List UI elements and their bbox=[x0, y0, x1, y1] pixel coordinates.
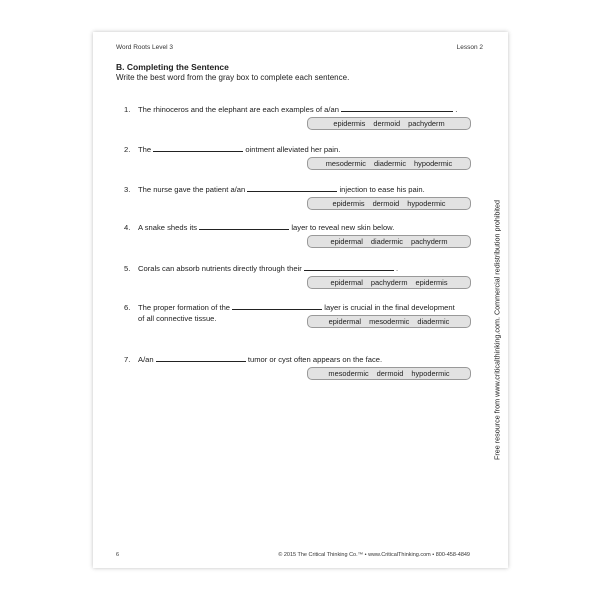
word-choice: hypodermic bbox=[414, 158, 453, 168]
answer-blank[interactable] bbox=[247, 183, 337, 192]
word-choice-box bbox=[307, 117, 471, 130]
answer-blank[interactable] bbox=[341, 103, 453, 112]
question-text-after: tumor or cyst often appears on the face. bbox=[247, 355, 383, 364]
worksheet-page bbox=[93, 32, 508, 568]
word-choice: epidermis bbox=[332, 198, 365, 208]
word-choice: epidermal bbox=[330, 277, 363, 287]
answer-blank[interactable] bbox=[232, 301, 322, 310]
word-choice-box bbox=[307, 367, 471, 380]
answer-blank[interactable] bbox=[304, 262, 394, 271]
word-choice: dermoid bbox=[373, 118, 401, 128]
question-number: 6. bbox=[124, 303, 131, 312]
answer-blank[interactable] bbox=[199, 221, 289, 230]
word-choice: diadermic bbox=[374, 158, 407, 168]
question-number: 7. bbox=[124, 355, 131, 364]
question-5 bbox=[124, 262, 398, 273]
question-text-after: ointment alleviated her pain. bbox=[245, 145, 341, 154]
word-choice-box bbox=[307, 315, 471, 328]
word-choice-box bbox=[307, 276, 471, 289]
question-6 bbox=[124, 301, 455, 312]
word-choice: mesodermic bbox=[369, 316, 410, 326]
word-choice: dermoid bbox=[372, 198, 400, 208]
answer-blank[interactable] bbox=[156, 353, 246, 362]
question-number: 1. bbox=[124, 105, 131, 114]
word-choice: epidermal bbox=[330, 236, 363, 246]
question-7 bbox=[124, 353, 382, 364]
question-number: 3. bbox=[124, 185, 131, 194]
question-text-before: The bbox=[138, 145, 152, 154]
word-choice: epidermis bbox=[415, 277, 448, 287]
question-text-before: A/an bbox=[138, 355, 154, 364]
header-lesson: Lesson 2 bbox=[456, 44, 483, 51]
question-number: 2. bbox=[124, 145, 131, 154]
question-text-before: The rhinoceros and the elephant are each examples of a/an bbox=[138, 105, 339, 114]
answer-blank[interactable] bbox=[153, 143, 243, 152]
word-choice: mesodermic bbox=[325, 158, 366, 168]
question-text-after: injection to ease his pain. bbox=[339, 185, 425, 194]
question-4 bbox=[124, 221, 394, 232]
word-choice: pachyderm bbox=[370, 277, 408, 287]
word-choice-box bbox=[307, 235, 471, 248]
header-book-title: Word Roots Level 3 bbox=[116, 44, 173, 51]
word-choice: epidermis bbox=[333, 118, 366, 128]
question-text-after: . bbox=[396, 264, 399, 273]
section-instructions: Write the best word from the gray box to complete each sentence. bbox=[116, 73, 350, 82]
word-choice: diadermic bbox=[417, 316, 450, 326]
question-text-after: layer is crucial in the final development bbox=[324, 303, 455, 312]
question-3 bbox=[124, 183, 425, 194]
section-title: B. Completing the Sentence bbox=[116, 62, 229, 72]
word-choice: mesodermic bbox=[328, 368, 369, 378]
question-text-before: Corals can absorb nutrients directly through their bbox=[138, 264, 302, 273]
question-text-after: layer to reveal new skin below. bbox=[291, 223, 395, 232]
word-choice-box bbox=[307, 197, 471, 210]
question-text-before: The nurse gave the patient a/an bbox=[138, 185, 246, 194]
question-number: 5. bbox=[124, 264, 131, 273]
question-2 bbox=[124, 143, 340, 154]
word-choice: epidermal bbox=[328, 316, 362, 326]
word-choice: hypodermic bbox=[411, 368, 450, 378]
word-choice-box bbox=[307, 157, 471, 170]
question-text-after: . bbox=[455, 105, 458, 114]
question-number: 4. bbox=[124, 223, 131, 232]
question-text-before: A snake sheds its bbox=[138, 223, 198, 232]
question-text-before: The proper formation of the bbox=[138, 303, 231, 312]
word-choice: dermoid bbox=[376, 368, 404, 378]
side-note: Free resource from www.criticalthinking.com. Commercial redistribution prohibited bbox=[492, 199, 502, 461]
word-choice: pachyderm bbox=[408, 118, 445, 128]
word-choice: hypodermic bbox=[407, 198, 446, 208]
question-1 bbox=[124, 103, 457, 114]
question-text-line2: of all connective tissue. bbox=[138, 314, 217, 323]
word-choice: pachyderm bbox=[410, 236, 448, 246]
page-number: 6 bbox=[116, 552, 120, 558]
word-choice: diadermic bbox=[370, 236, 403, 246]
footer-copyright: © 2015 The Critical Thinking Co.™ • www.CriticalThinking.com • 800-458-4849 bbox=[278, 552, 470, 558]
